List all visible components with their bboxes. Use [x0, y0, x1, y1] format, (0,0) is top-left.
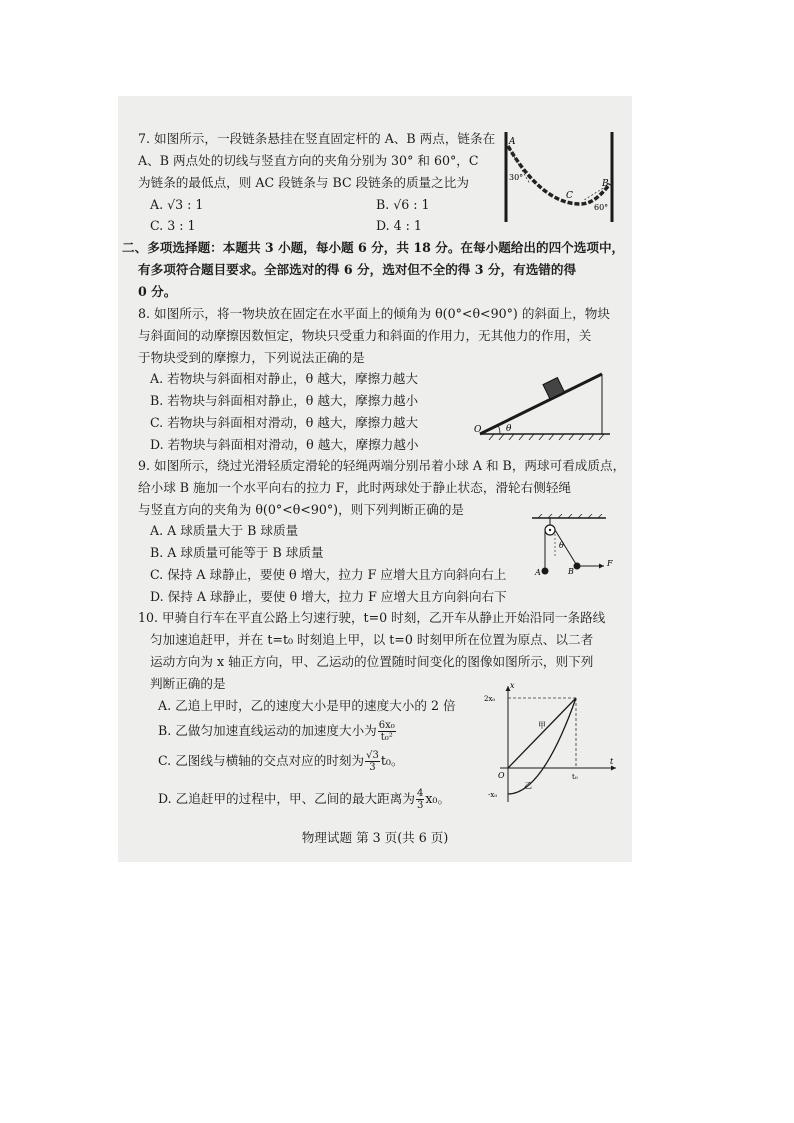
ball-a [542, 568, 549, 575]
line-jia [508, 698, 576, 768]
q9-option-b: B. A 球质量可能等于 B 球质量 [150, 545, 324, 560]
exam-page [118, 96, 632, 862]
label-x: x [510, 681, 515, 690]
q10-option-c-suffix: t₀。 [380, 753, 404, 768]
q10-option-c-fraction [365, 750, 380, 773]
chain [508, 146, 610, 204]
label-f: F [607, 559, 613, 568]
label-2x0: 2x₀ [484, 695, 496, 703]
q7-option-b: B. √6 : 1 [376, 197, 430, 212]
q8-option-c: C. 若物块与斜面相对滑动，θ 越大，摩擦力越大 [150, 415, 419, 430]
q9-option-d: D. 保持 A 球静止，要使 θ 增大，拉力 F 应增大且方向斜向右下 [150, 589, 507, 604]
q8-option-d: D. 若物块与斜面相对滑动，θ 越大，摩擦力越小 [150, 437, 419, 452]
q10-option-b-fraction [378, 720, 396, 743]
q10-line-1: 10. 甲骑自行车在平直公路上匀速行驶，t=0 时刻，乙开车从静止开始沿同一条路线 [138, 610, 606, 625]
q7-line-3: 为链条的最低点，则 AC 段链条与 BC 段链条的质量之比为 [138, 175, 469, 190]
q10-option-a: A. 乙追上甲时，乙的速度大小是甲的速度大小的 2 倍 [158, 698, 456, 713]
label-neg-x0: -x₀ [488, 791, 498, 799]
q7-option-d: D. 4 : 1 [376, 218, 422, 233]
q8-option-a: A. 若物块与斜面相对静止，θ 越大，摩擦力越大 [150, 371, 418, 386]
q10-option-d-numerator: 4 [416, 788, 424, 799]
q9-option-c: C. 保持 A 球静止，要使 θ 增大，拉力 F 应增大且方向斜向右上 [150, 567, 507, 582]
q10-option-d-text: D. 乙追赶甲的过程中，甲、乙间的最大距离为 [158, 791, 415, 806]
q10-option-d-denominator: 3 [416, 800, 424, 811]
block [543, 378, 564, 399]
label-theta: θ [559, 541, 564, 550]
label-a: A [509, 137, 516, 147]
xt-graph [480, 680, 620, 804]
q8-line-1: 8. 如图所示，将一物块放在固定在水平面上的倾角为 θ(0°<θ<90°) 的斜面上，物块 [138, 306, 610, 321]
q10-option-d-suffix: x₀。 [425, 791, 451, 806]
ground-hatching [489, 434, 604, 440]
curve-yi [508, 698, 576, 794]
q10-option-c-numerator: √3 [366, 750, 379, 761]
label-yi: 乙 [524, 781, 532, 790]
force-arrowhead [599, 564, 604, 569]
q7-option-c: C. 3 : 1 [150, 218, 196, 233]
label-c: C [566, 191, 573, 201]
q8-line-2: 与斜面间的动摩擦因数恒定，物块只受重力和斜面的作用力，无其他力的作用，关 [138, 328, 592, 343]
q10-option-b [158, 718, 397, 744]
page-footer: 物理试题 第 3 页(共 6 页) [301, 830, 449, 845]
section2-line-1: 二、多项选择题：本题共 3 小题，每小题 6 分，共 18 分。在每小题给出的四个选项中， [122, 240, 625, 255]
label-angle-30: 30° [509, 173, 524, 182]
section2-line-3: 0 分。 [138, 284, 177, 299]
q10-line-4: 判断正确的是 [150, 676, 226, 691]
q8-option-b: B. 若物块与斜面相对静止，θ 越大，摩擦力越小 [150, 393, 419, 408]
section2-line-2: 有多项符合题目要求。全部选对的得 6 分，选对但不全的得 3 分，有选错的得 [138, 262, 577, 277]
q9-line-2: 给小球 B 施加一个水平向右的拉力 F，此时两球处于静止状态，滑轮右侧轻绳 [138, 480, 572, 495]
q8-line-3: 于物块受到的摩擦力，下列说法正确的是 [138, 350, 365, 365]
label-o: O [498, 771, 505, 780]
q7-line-2: A、B 两点处的切线与竖直方向的夹角分别为 30° 和 60°，C [138, 153, 479, 168]
q10-option-c-text: C. 乙图线与横轴的交点对应的时刻为 [158, 753, 365, 768]
label-a: A [535, 568, 541, 577]
q10-option-b-denominator: t₀² [380, 732, 393, 743]
label-jia: 甲 [538, 721, 546, 730]
label-b: B [602, 179, 609, 189]
q10-option-c [158, 748, 404, 774]
q9-line-3: 与竖直方向的夹角为 θ(0°<θ<90°)，则下列判断正确的是 [138, 502, 465, 517]
label-o: O [474, 425, 482, 435]
pulley-figure [528, 514, 624, 582]
q9-line-1: 9. 如图所示，绕过光滑轻质定滑轮的轻绳两端分别吊着小球 A 和 B，两球可看成质点， [138, 458, 626, 473]
label-t: t [610, 757, 614, 766]
incline-figure [474, 362, 614, 442]
pulley-axle [549, 529, 551, 531]
q10-option-c-denominator: 3 [369, 762, 376, 773]
chain-figure [500, 132, 620, 222]
q10-line-2: 匀加速追赶甲，并在 t=t₀ 时刻追上甲，以 t=0 时刻甲所在位置为原点、以二者 [150, 632, 594, 647]
angle-arc [498, 425, 500, 434]
label-t0: t₀ [572, 773, 578, 781]
q10-option-d-fraction [416, 788, 424, 811]
label-theta: θ [506, 424, 512, 434]
label-b: B [568, 567, 574, 576]
t-axis-arrow [611, 766, 616, 771]
q10-line-3: 运动方向为 x 轴正方向，甲、乙运动的位置随时间变化的图像如图所示，则下列 [150, 654, 594, 669]
q7-option-a: A. √3 : 1 [150, 197, 204, 212]
ball-b [574, 563, 581, 570]
q10-option-d [158, 786, 450, 812]
q10-option-b-numerator: 6x₀ [378, 720, 395, 731]
q10-option-b-text: B. 乙做匀加速直线运动的加速度大小为 [158, 723, 377, 738]
label-angle-60: 60° [594, 203, 609, 212]
q9-option-a: A. A 球质量大于 B 球质量 [150, 523, 299, 538]
q7-line-1: 7. 如图所示，一段链条悬挂在竖直固定杆的 A、B 两点，链条在 [138, 131, 496, 146]
